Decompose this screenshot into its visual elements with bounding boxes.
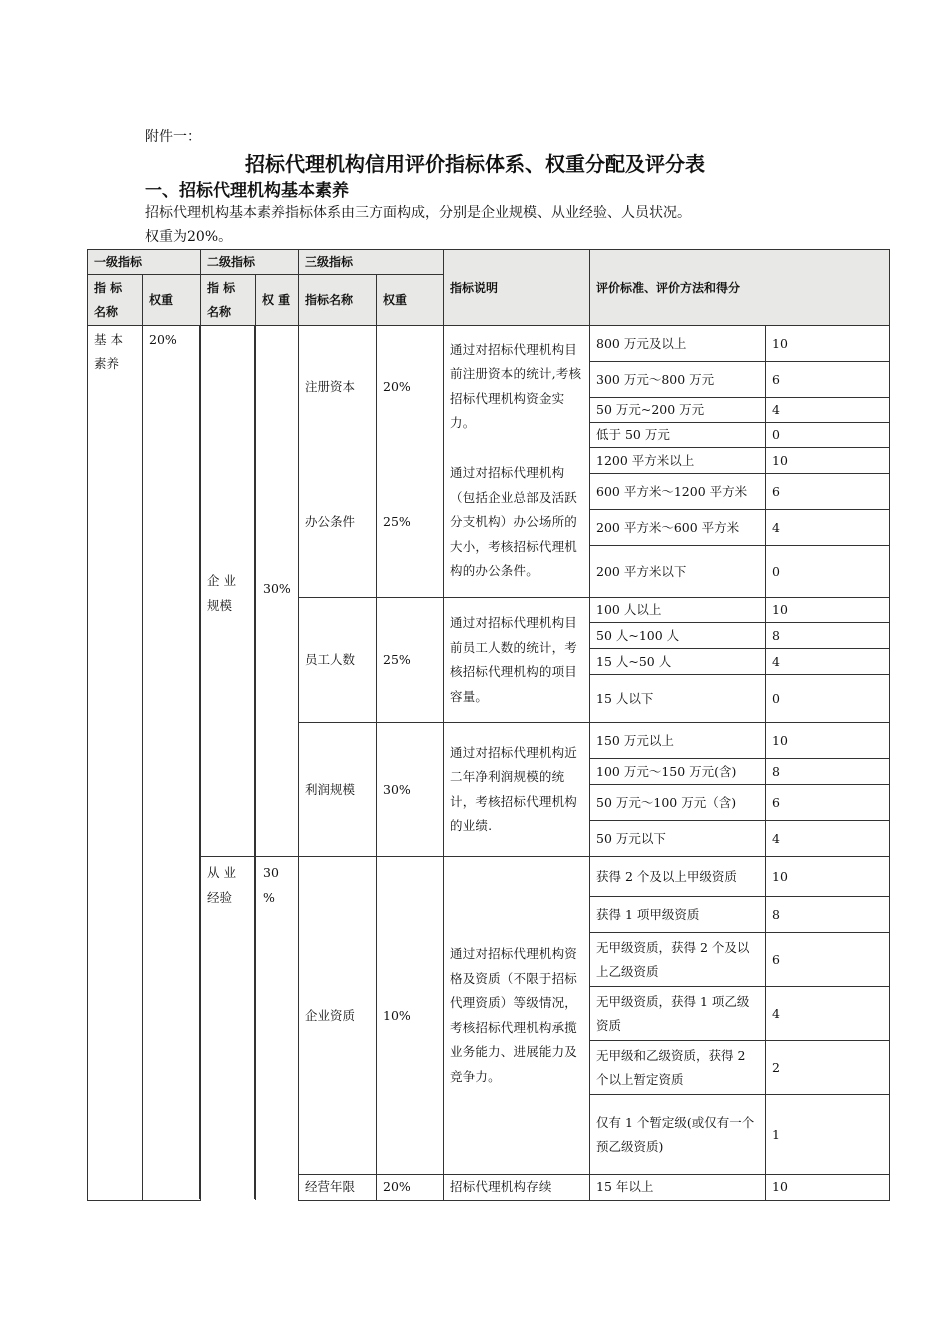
score-cell: 6 (766, 362, 890, 398)
criteria-cell: 100 人以上 (590, 598, 766, 623)
criteria-cell: 600 平方米～1200 平方米 (590, 474, 766, 510)
score-cell: 4 (766, 510, 890, 546)
l2-weight: 30% (263, 581, 291, 596)
l2-weight: 30 % (263, 865, 279, 905)
score-cell: 10 (766, 857, 890, 897)
attachment-label: 附件一： (145, 129, 201, 145)
criteria-cell: 50 万元~200 万元 (590, 398, 766, 423)
l3-weight: 10% (377, 857, 444, 1175)
criteria-cell: 300 万元～800 万元 (590, 362, 766, 398)
criteria-cell: 50 万元～100 万元（含) (590, 785, 766, 821)
l3-weight: 30% (377, 723, 444, 857)
l3-name: 企业资质 (299, 857, 377, 1175)
score-cell: 1 (766, 1095, 890, 1175)
score-cell: 10 (766, 723, 890, 759)
criteria-cell: 获得 2 个及以上甲级资质 (590, 857, 766, 897)
header-l3-name: 指标名称 (299, 275, 377, 326)
score-cell: 6 (766, 933, 890, 987)
header-level2: 二级指标 (201, 250, 299, 275)
criteria-cell: 200 平方米以下 (590, 546, 766, 598)
criteria-cell: 无甲级和乙级资质，获得 2 个以上暂定资质 (590, 1041, 766, 1095)
score-cell: 8 (766, 897, 890, 933)
header-l2-name: 指 标 名称 (201, 275, 256, 326)
criteria-cell: 无甲级资质，获得 1 项乙级资质 (590, 987, 766, 1041)
criteria-cell: 100 万元～150 万元(含) (590, 759, 766, 785)
l3-name: 办公条件 (299, 448, 377, 598)
intro-paragraph-line2: 权重为20%。 (145, 229, 233, 245)
score-cell: 10 (766, 598, 890, 623)
criteria-cell: 15 人以下 (590, 675, 766, 723)
l3-name: 员工人数 (299, 598, 377, 723)
l2-name: 从 业 经验 (207, 865, 236, 905)
l2-name: 企 业 规模 (207, 573, 236, 613)
document-title: 招标代理机构信用评价指标体系、权重分配及评分表 (245, 152, 705, 176)
criteria-cell: 低于 50 万元 (590, 423, 766, 448)
header-criteria: 评价标准、评价方法和得分 (590, 250, 890, 326)
criteria-cell: 50 人~100 人 (590, 623, 766, 649)
score-cell: 6 (766, 474, 890, 510)
criteria-cell: 无甲级资质，获得 2 个及以上乙级资质 (590, 933, 766, 987)
criteria-cell: 15 年以上 (590, 1175, 766, 1201)
criteria-cell: 200 平方米～600 平方米 (590, 510, 766, 546)
header-l3-weight: 权重 (377, 275, 444, 326)
header-description: 指标说明 (444, 250, 590, 326)
score-cell: 4 (766, 398, 890, 423)
score-cell: 4 (766, 821, 890, 857)
l3-name: 经营年限 (299, 1175, 377, 1201)
criteria-cell: 仅有 1 个暂定级(或仅有一个预乙级资质) (590, 1095, 766, 1175)
l3-weight: 25% (377, 448, 444, 598)
criteria-cell: 1200 平方米以上 (590, 448, 766, 474)
l3-name: 注册资本 (299, 326, 377, 448)
l3-weight: 20% (377, 1175, 444, 1201)
header-l1-weight: 权重 (143, 275, 201, 326)
section-heading: 一、招标代理机构基本素养 (145, 181, 349, 201)
l3-description: 通过对招标代理机构（包括企业总部及活跃分支机构）办公场所的大小，考核招标代理机构的办公条件。 (444, 448, 590, 598)
criteria-cell: 50 万元以下 (590, 821, 766, 857)
criteria-cell: 获得 1 项甲级资质 (590, 897, 766, 933)
l1-weight: 20% (143, 326, 201, 1201)
score-cell: 2 (766, 1041, 890, 1095)
score-cell: 10 (766, 326, 890, 362)
score-cell: 10 (766, 448, 890, 474)
score-cell: 10 (766, 1175, 890, 1201)
l3-description: 通过对招标代理机构近二年净利润规模的统计，考核招标代理机构的业绩. (444, 723, 590, 857)
header-l2-weight: 权 重 (256, 275, 299, 326)
l3-weight: 25% (377, 598, 444, 723)
l3-weight: 20% (377, 326, 444, 448)
score-cell: 4 (766, 649, 890, 675)
score-cell: 0 (766, 423, 890, 448)
l3-description: 招标代理机构存续 (444, 1175, 590, 1201)
score-cell: 8 (766, 623, 890, 649)
score-cell: 0 (766, 546, 890, 598)
criteria-cell: 800 万元及以上 (590, 326, 766, 362)
l3-description: 通过对招标代理机构目前注册资本的统计,考核招标代理机构资金实力。 (444, 326, 590, 448)
l3-name: 利润规模 (299, 723, 377, 857)
criteria-cell: 15 人~50 人 (590, 649, 766, 675)
score-cell: 6 (766, 785, 890, 821)
criteria-cell: 150 万元以上 (590, 723, 766, 759)
l3-description: 通过对招标代理机构资格及资质（不限于招标代理资质）等级情况，考核招标代理机构承揽业务能力、进展能力及竞争力。 (444, 857, 590, 1175)
header-l1-name: 指 标 名称 (88, 275, 143, 326)
header-level3: 三级指标 (299, 250, 444, 275)
score-cell: 0 (766, 675, 890, 723)
intro-paragraph-line1: 招标代理机构基本素养指标体系由三方面构成，分别是企业规模、从业经验、人员状况。 (145, 205, 691, 221)
score-cell: 4 (766, 987, 890, 1041)
l3-description: 通过对招标代理机构目前员工人数的统计，考核招标代理机构的项目容量。 (444, 598, 590, 723)
score-cell: 8 (766, 759, 890, 785)
header-level1: 一级指标 (88, 250, 201, 275)
l1-name: 基 本 素养 (88, 326, 143, 1201)
